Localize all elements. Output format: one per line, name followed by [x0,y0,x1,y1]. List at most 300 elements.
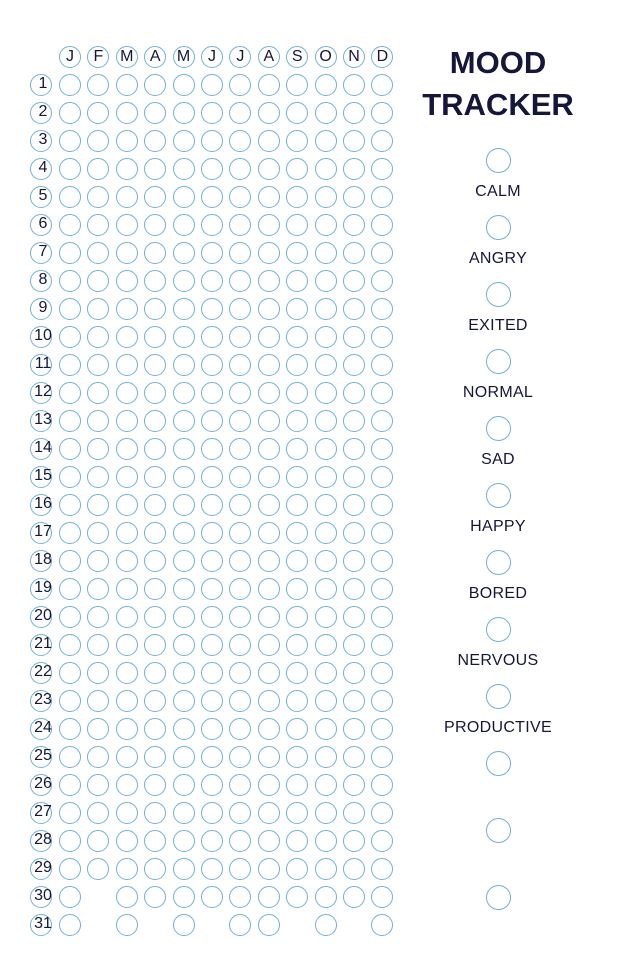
mood-color-circle[interactable] [486,684,511,709]
mood-cell[interactable] [87,354,109,376]
mood-cell[interactable] [258,214,280,236]
mood-cell[interactable] [371,886,393,908]
mood-cell[interactable] [315,74,337,96]
mood-cell[interactable] [258,354,280,376]
mood-cell[interactable] [371,214,393,236]
mood-cell[interactable] [201,550,223,572]
mood-cell[interactable] [173,662,195,684]
mood-cell[interactable] [229,914,251,936]
mood-cell[interactable] [315,214,337,236]
mood-color-circle[interactable] [486,282,511,307]
mood-cell[interactable] [229,130,251,152]
mood-cell[interactable] [315,494,337,516]
mood-cell[interactable] [116,466,138,488]
mood-cell[interactable] [286,662,308,684]
mood-cell[interactable] [116,858,138,880]
mood-cell[interactable] [286,326,308,348]
mood-cell[interactable] [286,886,308,908]
mood-cell[interactable] [343,886,365,908]
mood-cell[interactable] [343,382,365,404]
mood-cell[interactable] [144,74,166,96]
mood-cell[interactable] [173,242,195,264]
mood-cell[interactable] [371,354,393,376]
mood-cell[interactable] [315,830,337,852]
mood-cell[interactable] [87,438,109,460]
mood-cell[interactable] [59,382,81,404]
mood-cell[interactable] [258,494,280,516]
mood-cell[interactable] [315,690,337,712]
mood-cell[interactable] [258,634,280,656]
mood-cell[interactable] [59,802,81,824]
mood-cell[interactable] [343,802,365,824]
mood-cell[interactable] [229,886,251,908]
mood-cell[interactable] [144,242,166,264]
mood-cell[interactable] [229,522,251,544]
mood-cell[interactable] [258,466,280,488]
mood-cell[interactable] [371,326,393,348]
mood-cell[interactable] [371,130,393,152]
mood-cell[interactable] [201,718,223,740]
mood-cell[interactable] [59,298,81,320]
mood-cell[interactable] [116,186,138,208]
mood-cell[interactable] [315,550,337,572]
mood-cell[interactable] [201,270,223,292]
mood-cell[interactable] [229,214,251,236]
mood-cell[interactable] [87,382,109,404]
mood-cell[interactable] [343,438,365,460]
mood-cell[interactable] [144,606,166,628]
mood-cell[interactable] [258,382,280,404]
mood-cell[interactable] [144,214,166,236]
mood-cell[interactable] [173,466,195,488]
mood-cell[interactable] [201,326,223,348]
mood-cell[interactable] [229,298,251,320]
mood-cell[interactable] [116,270,138,292]
mood-cell[interactable] [371,550,393,572]
mood-cell[interactable] [144,662,166,684]
mood-cell[interactable] [229,830,251,852]
mood-cell[interactable] [229,606,251,628]
mood-cell[interactable] [201,522,223,544]
mood-cell[interactable] [343,690,365,712]
mood-cell[interactable] [201,298,223,320]
mood-cell[interactable] [144,886,166,908]
mood-cell[interactable] [173,606,195,628]
mood-cell[interactable] [286,606,308,628]
mood-cell[interactable] [258,74,280,96]
mood-cell[interactable] [229,270,251,292]
mood-cell[interactable] [343,578,365,600]
mood-cell[interactable] [286,410,308,432]
mood-cell[interactable] [116,494,138,516]
mood-cell[interactable] [229,774,251,796]
mood-cell[interactable] [59,830,81,852]
mood-cell[interactable] [201,830,223,852]
mood-cell[interactable] [258,270,280,292]
mood-cell[interactable] [258,410,280,432]
mood-cell[interactable] [315,718,337,740]
mood-cell[interactable] [59,494,81,516]
mood-cell[interactable] [258,774,280,796]
mood-cell[interactable] [229,74,251,96]
mood-cell[interactable] [315,270,337,292]
mood-cell[interactable] [286,718,308,740]
mood-cell[interactable] [258,718,280,740]
mood-cell[interactable] [286,74,308,96]
mood-cell[interactable] [59,634,81,656]
mood-cell[interactable] [59,326,81,348]
mood-cell[interactable] [59,466,81,488]
mood-cell[interactable] [229,494,251,516]
mood-cell[interactable] [315,326,337,348]
mood-cell[interactable] [201,242,223,264]
mood-cell[interactable] [87,270,109,292]
mood-cell[interactable] [371,578,393,600]
mood-cell[interactable] [229,746,251,768]
mood-cell[interactable] [315,634,337,656]
mood-cell[interactable] [87,550,109,572]
mood-cell[interactable] [201,774,223,796]
mood-cell[interactable] [286,494,308,516]
mood-cell[interactable] [116,634,138,656]
mood-cell[interactable] [59,746,81,768]
mood-cell[interactable] [286,270,308,292]
mood-cell[interactable] [343,746,365,768]
mood-cell[interactable] [201,886,223,908]
mood-cell[interactable] [315,578,337,600]
mood-cell[interactable] [116,914,138,936]
mood-cell[interactable] [173,550,195,572]
mood-cell[interactable] [87,746,109,768]
mood-cell[interactable] [286,102,308,124]
mood-cell[interactable] [87,186,109,208]
mood-cell[interactable] [286,130,308,152]
mood-cell[interactable] [87,718,109,740]
mood-cell[interactable] [371,774,393,796]
mood-cell[interactable] [87,326,109,348]
mood-cell[interactable] [286,746,308,768]
mood-cell[interactable] [59,74,81,96]
mood-cell[interactable] [173,326,195,348]
mood-cell[interactable] [201,438,223,460]
mood-cell[interactable] [343,494,365,516]
mood-cell[interactable] [116,830,138,852]
mood-cell[interactable] [173,774,195,796]
mood-cell[interactable] [144,830,166,852]
mood-cell[interactable] [315,802,337,824]
mood-cell[interactable] [258,578,280,600]
mood-cell[interactable] [144,102,166,124]
mood-cell[interactable] [87,74,109,96]
mood-cell[interactable] [173,746,195,768]
mood-cell[interactable] [343,522,365,544]
mood-cell[interactable] [116,74,138,96]
mood-cell[interactable] [173,382,195,404]
mood-cell[interactable] [371,102,393,124]
mood-cell[interactable] [315,438,337,460]
mood-cell[interactable] [173,298,195,320]
mood-cell[interactable] [343,410,365,432]
mood-cell[interactable] [201,634,223,656]
mood-cell[interactable] [87,830,109,852]
mood-cell[interactable] [229,158,251,180]
mood-cell[interactable] [371,858,393,880]
mood-cell[interactable] [286,298,308,320]
mood-cell[interactable] [343,634,365,656]
mood-cell[interactable] [144,130,166,152]
mood-cell[interactable] [116,214,138,236]
mood-cell[interactable] [87,466,109,488]
mood-cell[interactable] [144,354,166,376]
mood-cell[interactable] [343,830,365,852]
mood-cell[interactable] [59,354,81,376]
mood-cell[interactable] [59,186,81,208]
mood-cell[interactable] [116,578,138,600]
mood-cell[interactable] [315,662,337,684]
mood-cell[interactable] [59,410,81,432]
mood-cell[interactable] [144,326,166,348]
mood-cell[interactable] [173,130,195,152]
mood-cell[interactable] [201,214,223,236]
mood-cell[interactable] [229,690,251,712]
mood-cell[interactable] [371,242,393,264]
mood-cell[interactable] [201,466,223,488]
mood-cell[interactable] [229,410,251,432]
mood-cell[interactable] [371,802,393,824]
mood-cell[interactable] [144,802,166,824]
mood-cell[interactable] [201,410,223,432]
mood-cell[interactable] [116,606,138,628]
mood-cell[interactable] [343,298,365,320]
mood-cell[interactable] [315,382,337,404]
mood-cell[interactable] [286,522,308,544]
mood-cell[interactable] [116,522,138,544]
mood-cell[interactable] [371,718,393,740]
mood-cell[interactable] [258,130,280,152]
mood-cell[interactable] [173,354,195,376]
blank-mood-circle[interactable] [486,818,511,843]
mood-cell[interactable] [59,858,81,880]
mood-cell[interactable] [371,662,393,684]
mood-cell[interactable] [87,634,109,656]
mood-cell[interactable] [229,802,251,824]
mood-cell[interactable] [87,578,109,600]
mood-cell[interactable] [59,522,81,544]
mood-cell[interactable] [343,326,365,348]
mood-cell[interactable] [144,774,166,796]
mood-cell[interactable] [315,914,337,936]
mood-cell[interactable] [116,298,138,320]
blank-mood-circle[interactable] [486,751,511,776]
mood-cell[interactable] [116,690,138,712]
mood-cell[interactable] [116,382,138,404]
mood-cell[interactable] [258,158,280,180]
mood-cell[interactable] [173,494,195,516]
mood-cell[interactable] [87,802,109,824]
mood-cell[interactable] [116,718,138,740]
mood-cell[interactable] [59,102,81,124]
mood-cell[interactable] [286,690,308,712]
mood-cell[interactable] [229,858,251,880]
mood-cell[interactable] [201,74,223,96]
mood-cell[interactable] [258,298,280,320]
mood-cell[interactable] [59,214,81,236]
mood-cell[interactable] [343,102,365,124]
mood-cell[interactable] [116,550,138,572]
mood-color-circle[interactable] [486,416,511,441]
mood-cell[interactable] [87,606,109,628]
mood-cell[interactable] [343,662,365,684]
mood-cell[interactable] [258,438,280,460]
mood-cell[interactable] [59,578,81,600]
mood-cell[interactable] [201,802,223,824]
mood-cell[interactable] [315,242,337,264]
mood-cell[interactable] [258,186,280,208]
mood-cell[interactable] [87,102,109,124]
mood-cell[interactable] [286,382,308,404]
mood-cell[interactable] [87,858,109,880]
mood-cell[interactable] [229,550,251,572]
mood-cell[interactable] [258,606,280,628]
mood-cell[interactable] [201,858,223,880]
mood-cell[interactable] [144,718,166,740]
mood-cell[interactable] [286,802,308,824]
mood-cell[interactable] [59,886,81,908]
mood-cell[interactable] [315,186,337,208]
mood-cell[interactable] [229,662,251,684]
mood-cell[interactable] [315,774,337,796]
mood-cell[interactable] [87,494,109,516]
mood-cell[interactable] [343,186,365,208]
mood-cell[interactable] [59,550,81,572]
mood-cell[interactable] [116,802,138,824]
mood-cell[interactable] [371,158,393,180]
mood-color-circle[interactable] [486,483,511,508]
mood-cell[interactable] [87,242,109,264]
mood-cell[interactable] [173,718,195,740]
mood-cell[interactable] [229,466,251,488]
mood-cell[interactable] [173,102,195,124]
mood-cell[interactable] [258,830,280,852]
mood-cell[interactable] [201,746,223,768]
mood-cell[interactable] [315,466,337,488]
mood-cell[interactable] [258,662,280,684]
mood-cell[interactable] [173,802,195,824]
mood-cell[interactable] [201,382,223,404]
mood-cell[interactable] [315,410,337,432]
mood-cell[interactable] [201,494,223,516]
mood-cell[interactable] [144,158,166,180]
mood-cell[interactable] [315,158,337,180]
mood-cell[interactable] [371,270,393,292]
mood-cell[interactable] [343,242,365,264]
mood-cell[interactable] [59,606,81,628]
mood-cell[interactable] [371,746,393,768]
mood-cell[interactable] [59,270,81,292]
mood-cell[interactable] [258,242,280,264]
mood-cell[interactable] [258,914,280,936]
mood-cell[interactable] [59,242,81,264]
mood-cell[interactable] [229,242,251,264]
mood-cell[interactable] [144,746,166,768]
mood-cell[interactable] [59,774,81,796]
mood-cell[interactable] [343,774,365,796]
mood-cell[interactable] [173,830,195,852]
mood-cell[interactable] [315,130,337,152]
mood-cell[interactable] [144,858,166,880]
mood-cell[interactable] [315,298,337,320]
mood-cell[interactable] [59,662,81,684]
mood-cell[interactable] [173,74,195,96]
mood-cell[interactable] [87,522,109,544]
mood-cell[interactable] [371,186,393,208]
mood-cell[interactable] [286,858,308,880]
mood-cell[interactable] [201,578,223,600]
mood-cell[interactable] [343,354,365,376]
mood-cell[interactable] [201,102,223,124]
mood-cell[interactable] [315,606,337,628]
mood-cell[interactable] [343,606,365,628]
mood-cell[interactable] [173,410,195,432]
mood-cell[interactable] [144,550,166,572]
mood-cell[interactable] [229,354,251,376]
mood-cell[interactable] [343,718,365,740]
mood-color-circle[interactable] [486,617,511,642]
mood-cell[interactable] [343,858,365,880]
mood-color-circle[interactable] [486,550,511,575]
mood-cell[interactable] [144,578,166,600]
mood-cell[interactable] [286,186,308,208]
mood-cell[interactable] [144,522,166,544]
mood-cell[interactable] [371,634,393,656]
mood-cell[interactable] [144,494,166,516]
mood-cell[interactable] [173,858,195,880]
mood-cell[interactable] [371,382,393,404]
mood-cell[interactable] [371,522,393,544]
mood-cell[interactable] [116,130,138,152]
mood-cell[interactable] [173,186,195,208]
mood-cell[interactable] [229,634,251,656]
mood-cell[interactable] [258,802,280,824]
mood-cell[interactable] [173,578,195,600]
mood-cell[interactable] [59,690,81,712]
mood-cell[interactable] [116,886,138,908]
mood-cell[interactable] [229,326,251,348]
mood-cell[interactable] [87,214,109,236]
mood-cell[interactable] [229,718,251,740]
mood-cell[interactable] [144,410,166,432]
mood-cell[interactable] [286,466,308,488]
mood-cell[interactable] [286,830,308,852]
mood-cell[interactable] [343,270,365,292]
mood-cell[interactable] [343,550,365,572]
mood-cell[interactable] [258,746,280,768]
mood-cell[interactable] [286,158,308,180]
mood-cell[interactable] [116,158,138,180]
mood-cell[interactable] [116,746,138,768]
mood-cell[interactable] [315,354,337,376]
mood-cell[interactable] [315,522,337,544]
mood-cell[interactable] [258,522,280,544]
mood-cell[interactable] [59,158,81,180]
mood-cell[interactable] [371,298,393,320]
mood-cell[interactable] [229,382,251,404]
mood-cell[interactable] [286,774,308,796]
mood-cell[interactable] [144,466,166,488]
mood-cell[interactable] [343,214,365,236]
mood-cell[interactable] [87,690,109,712]
mood-cell[interactable] [229,186,251,208]
